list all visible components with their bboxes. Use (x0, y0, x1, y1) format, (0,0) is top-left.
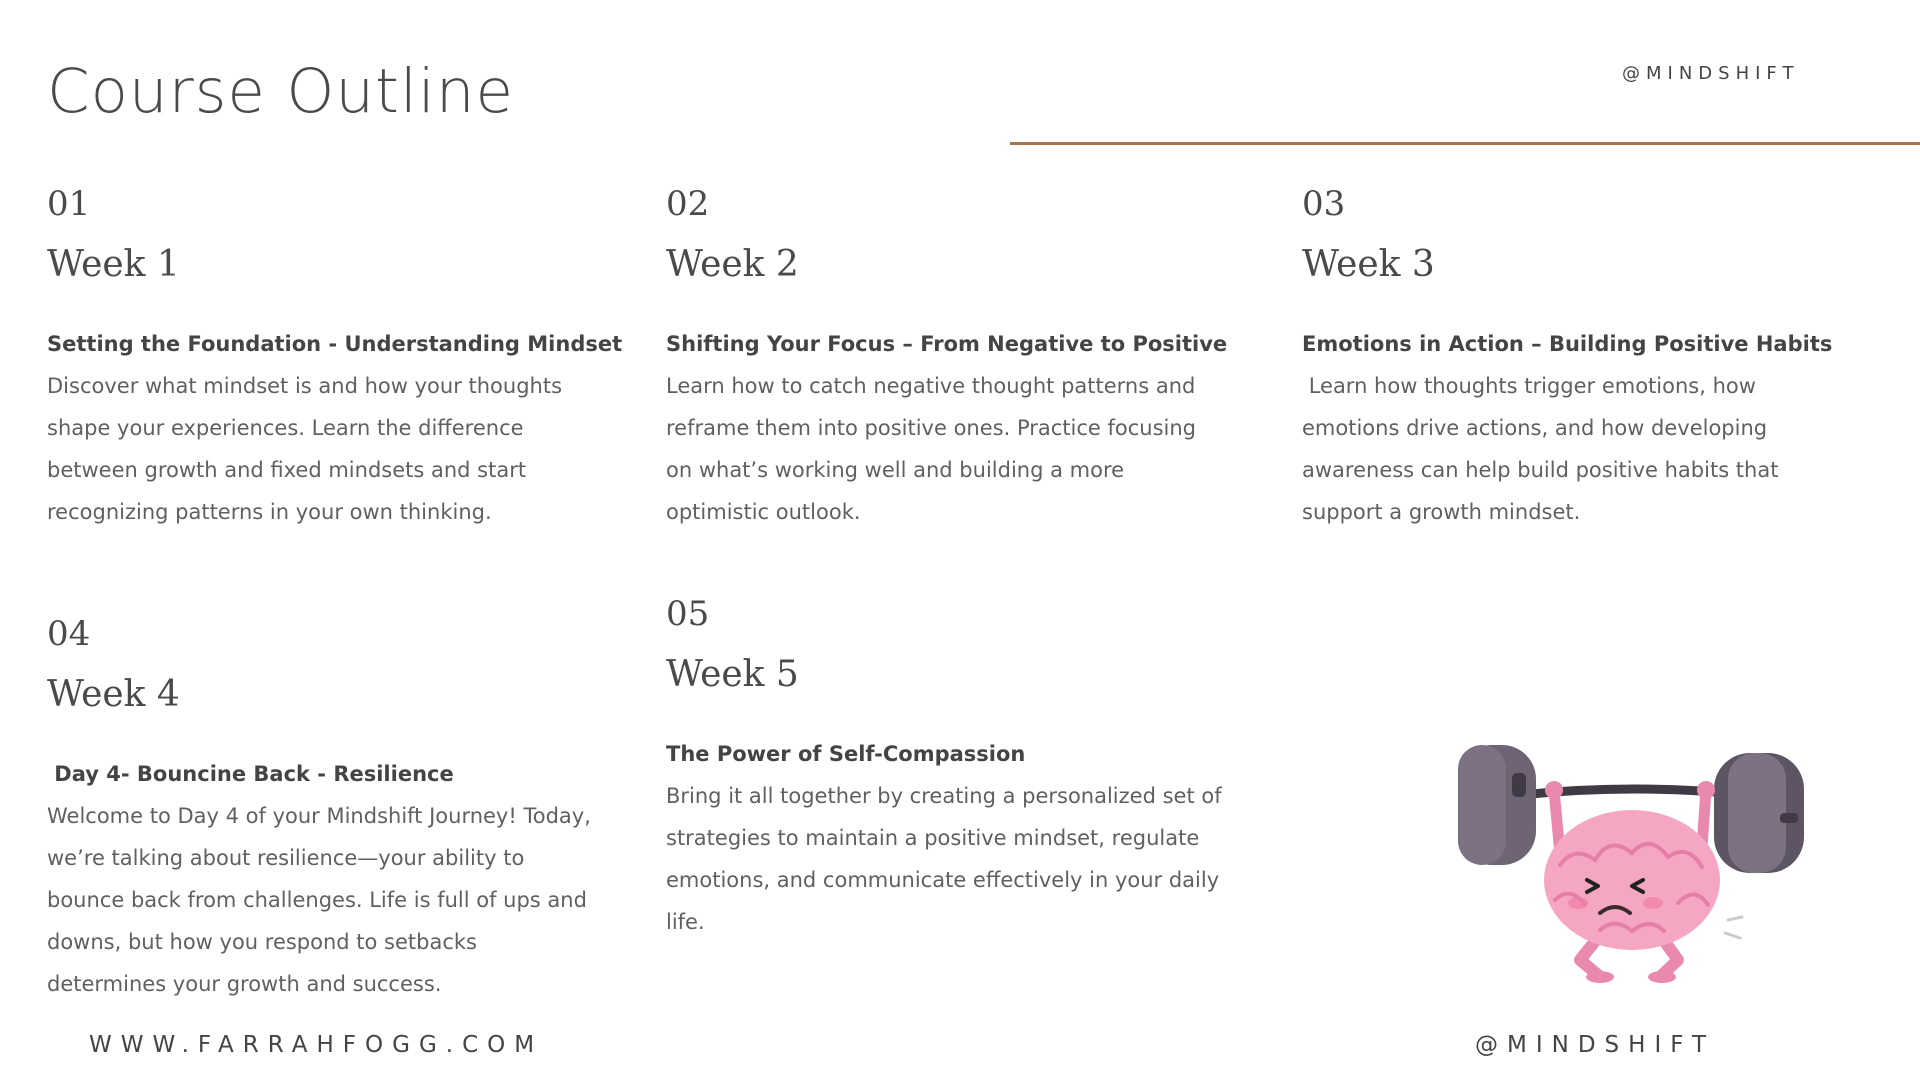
week-3-section (1302, 184, 1902, 533)
week-description: Discover what mindset is and how your thoughts shape your experiences. Learn the difference between growth and fixed mindsets and start recognizing patterns in your own thinking. (47, 374, 563, 524)
week-label: Week 3 (1302, 244, 1435, 285)
week-label: Week 2 (666, 244, 799, 285)
week-5-section (666, 594, 1266, 943)
week-1-section (47, 184, 627, 533)
week-heading: The Power of Self-Compassion (666, 742, 1026, 766)
footer-website: WWW.FARRAHFOGG.COM (89, 1032, 544, 1058)
brand-handle-top: @MINDSHIFT (1622, 63, 1800, 84)
footer-brand-handle: @MINDSHIFT (1475, 1032, 1716, 1058)
week-description: Learn how to catch negative thought patterns and reframe them into positive ones. Practice focusing on what’s working well and building a more optimistic outlook. (666, 374, 1197, 524)
week-heading: Day 4- Bouncine Back - Resilience (47, 762, 454, 786)
week-label: Week 4 (47, 674, 180, 715)
week-description: Learn how thoughts trigger emotions, how emotions drive actions, and how developing awareness can help build positive habits that support a growth mindset. (1302, 374, 1779, 524)
week-heading: Setting the Foundation - Understanding Mindset (47, 332, 623, 356)
week-description: Bring it all together by creating a personalized set of strategies to maintain a positive mindset, regulate emotions, and communicate effectively in your daily life. (666, 784, 1222, 934)
week-label: Week 1 (47, 244, 180, 285)
week-2-section (666, 184, 1266, 533)
week-4-section (47, 614, 647, 1005)
week-description: Welcome to Day 4 of your Mindshift Journey! Today, we’re talking about resilience—your ability to bounce back from challenges. Life is full of ups and downs, but how you respond to setbacks determines your growth and success. (47, 804, 591, 996)
accent-divider (1010, 142, 1920, 145)
week-number: 03 (1302, 184, 1346, 224)
week-number: 01 (47, 184, 91, 224)
week-heading: Emotions in Action – Building Positive Habits (1302, 332, 1833, 356)
week-number: 05 (666, 594, 710, 634)
week-number: 02 (666, 184, 710, 224)
week-label: Week 5 (666, 654, 799, 695)
brain-lifting-barbell-icon (1450, 735, 1820, 985)
page-title: Course Outline (47, 56, 515, 127)
week-number: 04 (47, 614, 91, 654)
week-heading: Shifting Your Focus – From Negative to Positive (666, 332, 1228, 356)
